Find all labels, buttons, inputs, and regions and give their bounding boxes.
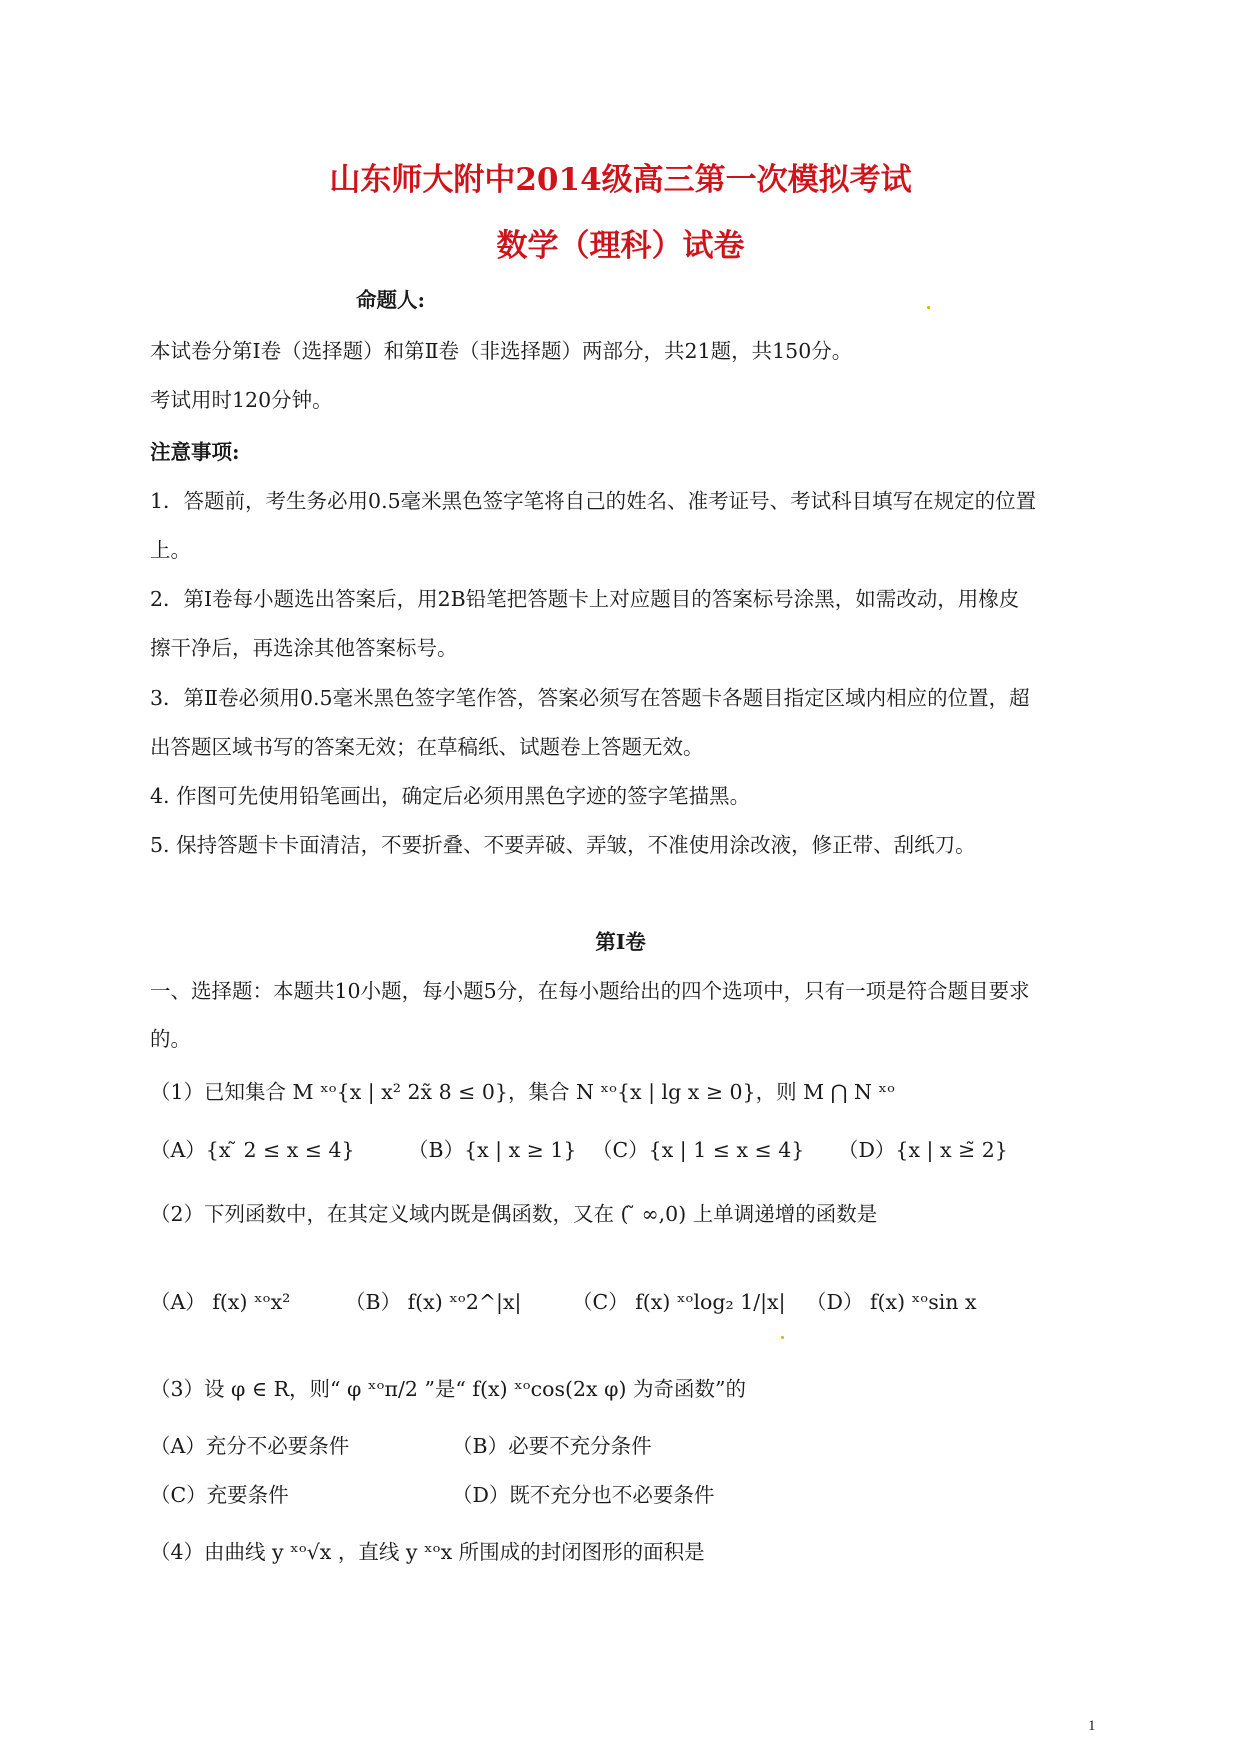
q1-option-b: （B）{x | x ≥ 1}: [408, 1138, 577, 1162]
q2-option-a: （A） f(x) ˣᵒx²: [150, 1290, 291, 1314]
notice-line-3: 2．第Ⅰ卷每小题选出答案后，用2B铅笔把答题卡上对应题目的答案标号涂黑，如需改动，用橡皮: [150, 587, 1020, 611]
author-label: 命题人:: [356, 288, 426, 312]
notice-line-4: 擦干净后，再选涂其他答案标号。: [150, 636, 458, 660]
stray-mark: [781, 1336, 784, 1339]
notice-line-8: 5. 保持答题卡卡面清洁，不要折叠、不要弄破、弄皱，不准使用涂改液，修正带、刮纸刀。: [150, 833, 976, 857]
q3-option-a: （A）充分不必要条件: [150, 1434, 350, 1458]
q2-option-b: （B） f(x) ˣᵒ2^|x|: [345, 1290, 522, 1314]
stray-mark: [927, 306, 930, 309]
q3-option-b: （B）必要不充分条件: [452, 1434, 652, 1458]
intro-line-1: 本试卷分第Ⅰ卷（选择题）和第Ⅱ卷（非选择题）两部分，共21题，共150分。: [150, 339, 853, 363]
notice-line-2: 上。: [150, 538, 191, 562]
q1-stem: （1）已知集合 M ˣᵒ{x | x² 2x̃ 8 ≤ 0}，集合 N ˣᵒ{x | lg x ≥ 0}，则 M ⋂ N ˣᵒ: [150, 1080, 895, 1104]
q1-option-a: （A）{x ̃ 2 ≤ x ≤ 4}: [150, 1138, 355, 1162]
notice-line-7: 4. 作图可先使用铅笔画出，确定后必须用黑色字迹的签字笔描黑。: [150, 784, 751, 808]
q3-option-c: （C）充要条件: [150, 1483, 289, 1507]
exam-subtitle: 数学（理科）试卷: [496, 228, 745, 264]
page-number: 1: [1088, 1718, 1096, 1734]
section-heading: 第Ⅰ卷: [595, 930, 646, 954]
q2-option-c: （C） f(x) ˣᵒlog₂ 1/|x|: [572, 1290, 786, 1314]
q1-option-d: （D）{x | x ≥̃ 2}: [838, 1138, 1008, 1162]
notice-heading: 注意事项:: [150, 440, 240, 464]
notice-line-6: 出答题区域书写的答案无效；在草稿纸、试题卷上答题无效。: [150, 735, 704, 759]
q4-stem: （4）由曲线 y ˣᵒ√x ，直线 y ˣᵒx 所围成的封闭图形的面积是: [150, 1540, 705, 1564]
exam-title: 山东师大附中2014级高三第一次模拟考试: [329, 162, 912, 198]
notice-line-5: 3．第Ⅱ卷必须用0.5毫米黑色签字笔作答，答案必须写在答题卡各题目指定区域内相应的位置，超: [150, 686, 1030, 710]
section-instructions-1: 一、选择题：本题共10小题，每小题5分，在每小题给出的四个选项中，只有一项是符合题目要求: [150, 979, 1030, 1003]
q3-option-d: （D）既不充分也不必要条件: [452, 1483, 715, 1507]
q3-stem: （3）设 φ ∈ R，则“ φ ˣᵒπ/2 ”是“ f(x) ˣᵒcos(2x φ) 为奇函数”的: [150, 1377, 746, 1401]
q2-option-d: （D） f(x) ˣᵒsin x: [806, 1290, 977, 1314]
q1-option-c: （C）{x | 1 ≤ x ≤ 4}: [592, 1138, 805, 1162]
notice-line-1: 1．答题前，考生务必用0.5毫米黑色签字笔将自己的姓名、准考证号、考试科目填写在规定的位置: [150, 489, 1037, 513]
section-instructions-2: 的。: [150, 1027, 191, 1051]
intro-line-2: 考试用时120分钟。: [150, 388, 333, 412]
q2-stem: （2）下列函数中，在其定义域内既是偶函数，又在 ( ̃ ∞,0) 上单调递增的函数是: [150, 1202, 878, 1226]
